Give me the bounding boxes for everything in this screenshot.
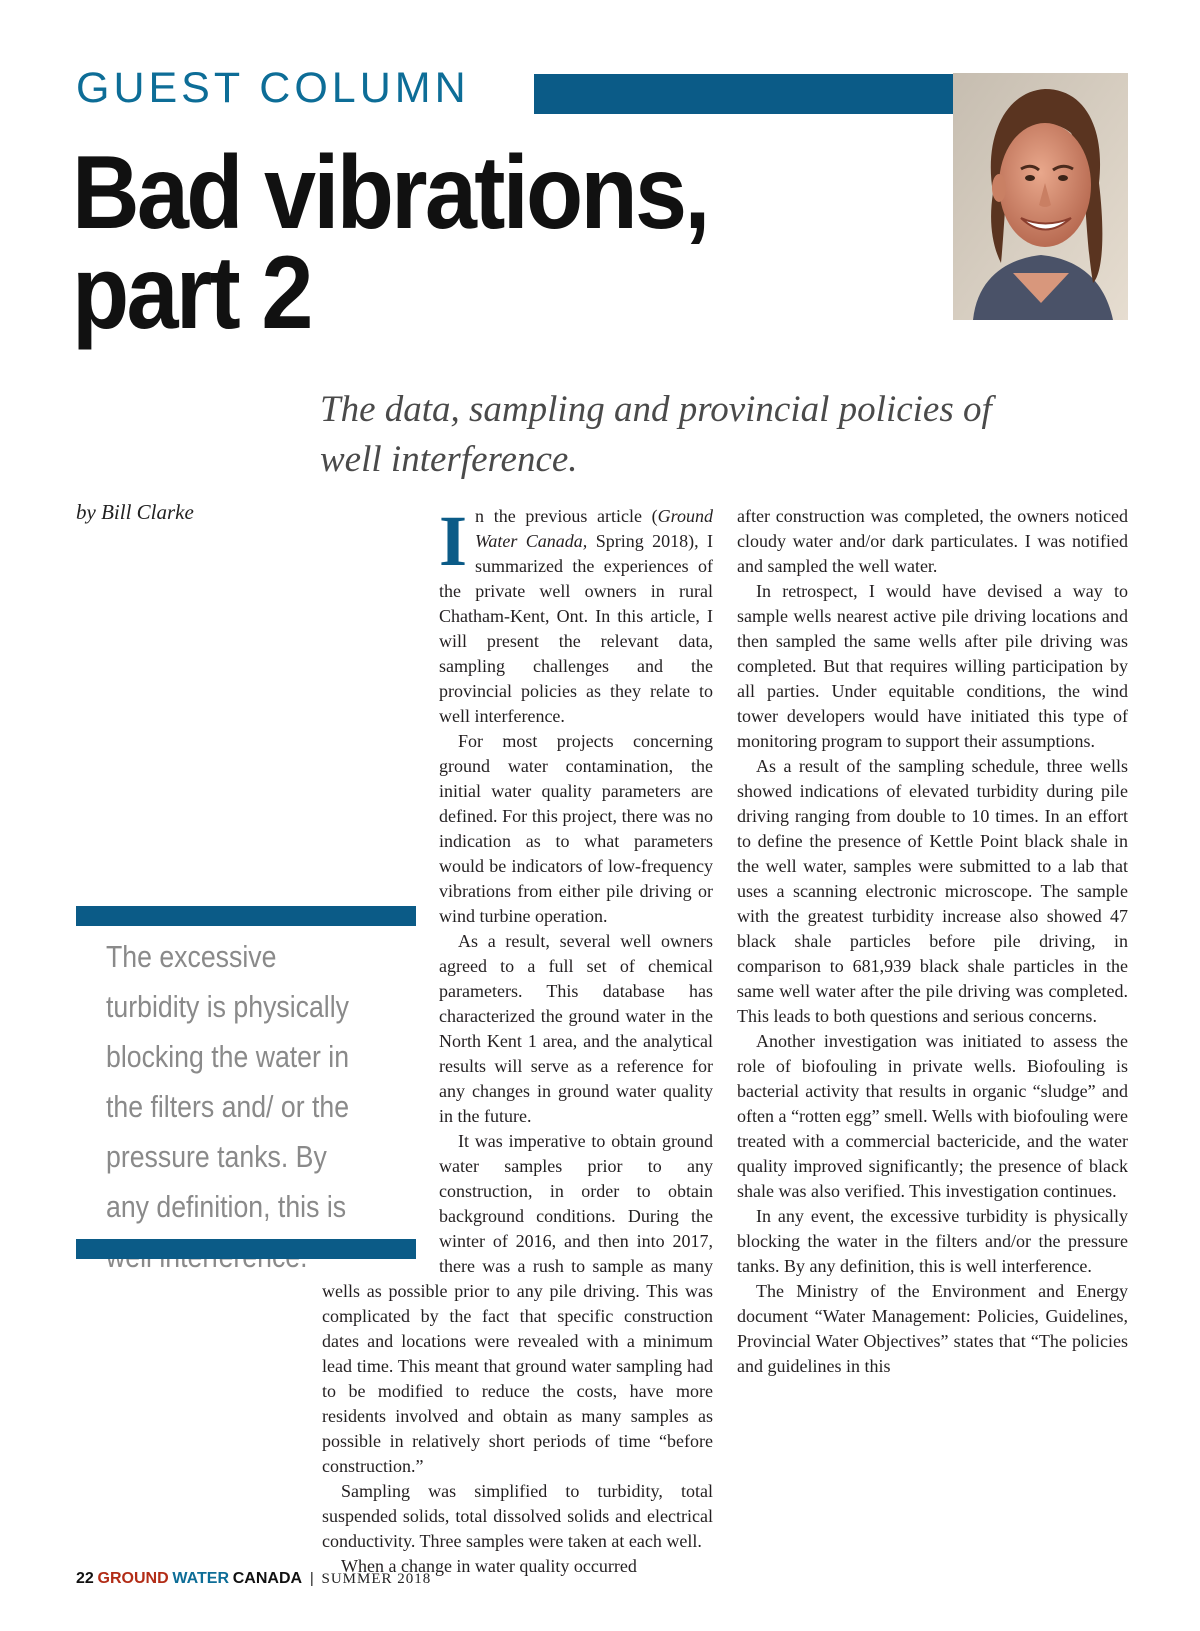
headline [72,135,708,351]
paragraph-7: In retrospect, I would have devised a way to sample wells nearest active pile driving locations and then sampled the same wells after pile driving was completed. But that requires willing participation by all parties. Under equitable conditions, the wind tower developers would have initiated this type of monitoring program to support their assumptions. [737,581,1128,751]
paragraph-4: It was imperative to obtain ground water samples prior to any construction, in order to obtain background conditions. During the winter of 2016, and then into 2017, there was a rush to sample as many wells as possible prior to any pile driving. This was complicated by the fact that specific construction dates and locations were revealed with a minimum lead time. This meant that ground water sampling had to be modified to reduce the costs, have more residents involved and obtain as many samples as possible in relatively short periods of time “before construction.” [322,1131,713,1476]
page-number: 22 [76,1570,94,1587]
paragraph-2: For most projects concerning ground water contamination, the initial water quality parameters are defined. For this project, there was no indication as to what parameters would be indicators of low-frequency vibrations from either pile driving or wind turbine operation. [439,731,713,926]
headline-line-1: Bad vibrations, [72,135,708,251]
paragraph-9: Another investigation was initiated to assess the role of biofouling in private wells. Biofouling is bacterial activity that results in organic “sludge” and often a “rotten egg” smell. Wells with biofouling were treated with a commercial bactericide, and the water quality improved significantly; the presence of black shale was also verified. This investigation continues. [737,1031,1128,1201]
pullquote: The excessive turbidity is physically blocking the water in the filters and/ or the pressure tanks. By any definition, this is [106,939,350,1224]
masthead-canada: CANADA [232,1570,303,1587]
p1-citation: Ground Water Canada, [475,506,713,551]
masthead-water: WATER [172,1570,229,1587]
deck-subtitle: The data, sampling and provincial policies of well interference. [320,389,992,480]
paragraph-1 [322,501,713,729]
paragraph-5: Sampling was simplified to turbidity, total suspended solids, total dissolved solids and electrical conductivity. Three samples were taken at each well. [322,1481,713,1551]
masthead-ground: GROUND [97,1570,169,1587]
author-photo [953,73,1128,320]
paragraph-3: As a result, several well owners agreed to a full set of chemical parameters. This database has characterized the ground water in the North Kent 1 area, and the analytical results will serve as a reference for any changes in ground water quality in the future. [439,931,713,1126]
paragraph-10: In any event, the excessive turbidity is physically blocking the water in the filters and/or the pressure tanks. By any definition, this is well interference. [737,1206,1128,1276]
paragraph-6-start: When a change in water quality occurred [341,1556,637,1576]
footer-separator: | [309,1570,314,1587]
section-bar [534,74,954,114]
page-footer [76,1569,431,1589]
issue-date: SUMMER 2018 [321,1571,432,1587]
pullquote-wrap-spacer [322,879,439,1259]
paragraph-11: The Ministry of the Environment and Energy document “Water Management: Policies, Guidelines, Provincial Water Objectives” states that “The policies and guidelines in this [737,1281,1128,1376]
p1-text-b: Spring 2018), I summarized the experiences of the private well owners in rural Chatham-Kent, Ont. In this article, I will present the relevant data, sampling challenges and the provincial policies as they relate to well interference. [439,531,713,726]
article-column-1 [322,501,713,1579]
headline-line-2: part 2 [72,235,311,351]
section-label: GUEST COLUMN [76,64,470,112]
paragraph-6-continued: after construction was completed, the owners noticed cloudy water and/or dark particulates. I was notified and sampled the well water. [737,506,1128,576]
article-column-2 [737,504,1128,1379]
byline: by Bill Clarke [76,500,194,524]
paragraph-8: As a result of the sampling schedule, three wells showed indications of elevated turbidity during pile driving ranging from double to 10 times. In an effort to define the presence of Kettle Point black shale in the well water, samples were submitted to a lab that uses a scanning electronic microscope. The sample with the greatest turbidity increase also showed 47 black shale particles before pile driving, in comparison to 681,939 black shale particles in the same well water after the pile driving was completed. This leads to both questions and serious concerns. [737,756,1128,1026]
p1-text-a: n the previous article ( [475,506,658,526]
drop-cap: I [439,501,468,581]
